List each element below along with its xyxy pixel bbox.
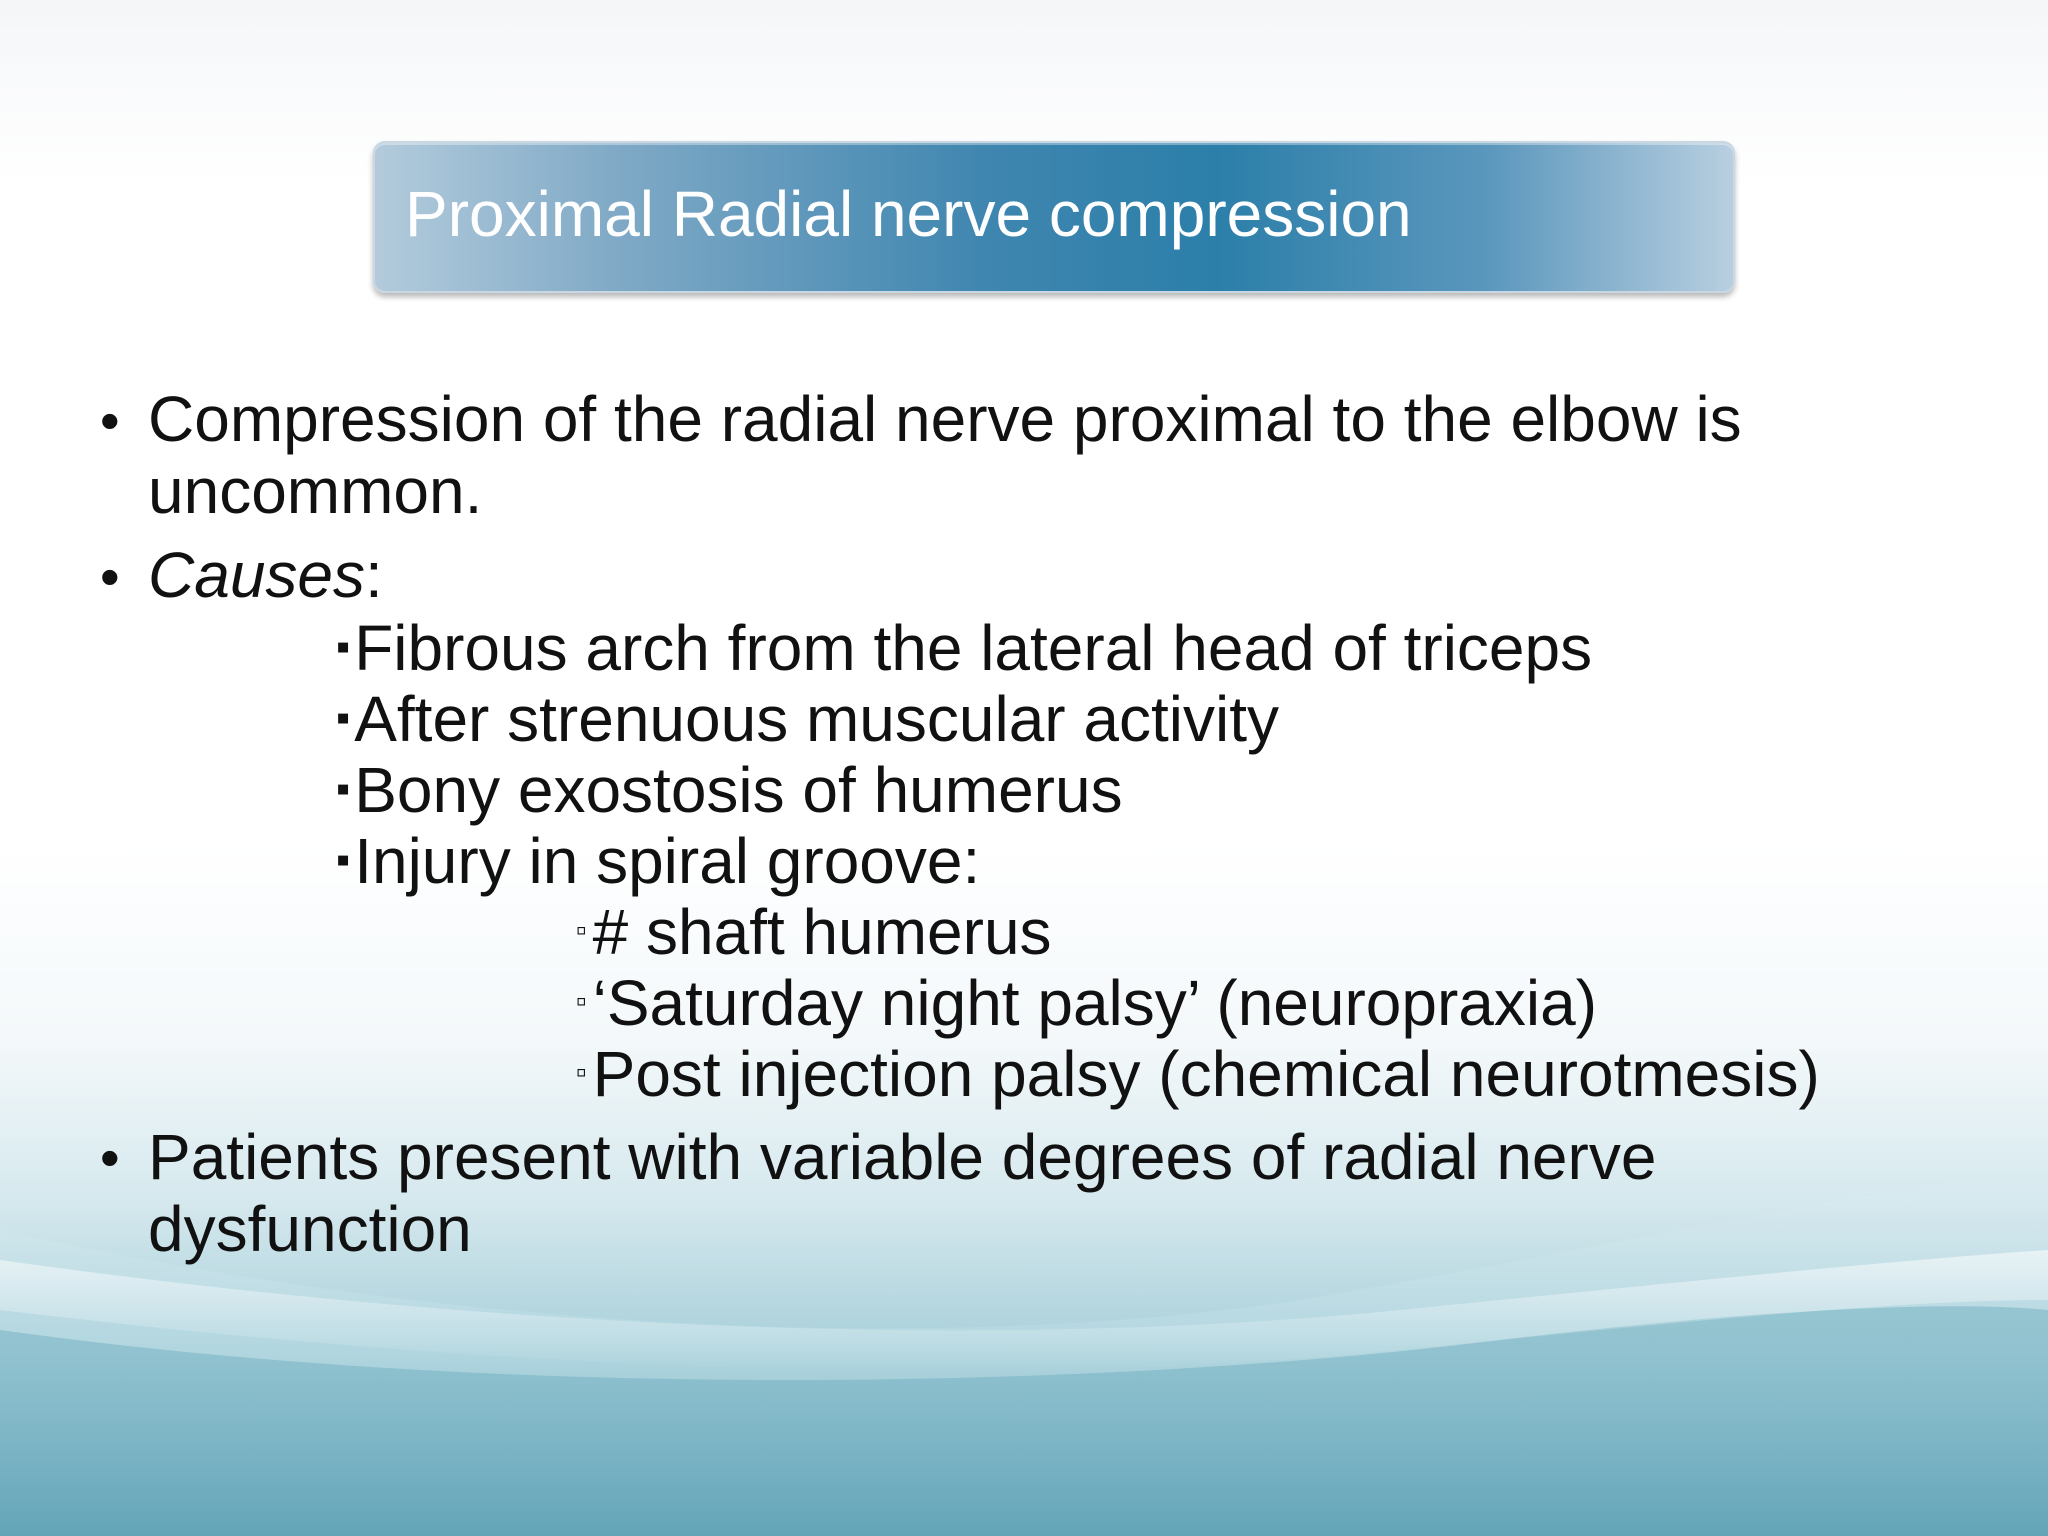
bullet-dot: • <box>100 1126 120 1189</box>
subsub-bullet-icon: ▫ <box>576 1056 587 1089</box>
sub-bullet-icon: ▪ <box>336 625 351 669</box>
sub-bullet-icon: ▪ <box>336 838 351 882</box>
sub-item-3 <box>336 754 1123 825</box>
sub-item-text: After strenuous muscular activity <box>354 683 1279 755</box>
slide-title: Proximal Radial nerve compression <box>405 178 1412 250</box>
sub-item-1 <box>336 612 1592 683</box>
sub-bullet-icon: ▪ <box>336 696 351 740</box>
sub-item-text: Bony exostosis of humerus <box>354 754 1123 826</box>
causes-label: Causes <box>148 539 365 611</box>
sub-item-text: Injury in spiral groove: <box>354 825 981 897</box>
bullet-3-line-1: Patients present with variable degrees of radial nerve <box>148 1121 1657 1193</box>
subsub-item-2 <box>576 967 1597 1038</box>
subsub-item-text: ‘Saturday night palsy’ (neuropraxia) <box>592 967 1598 1039</box>
subsub-bullet-icon: ▫ <box>576 985 587 1018</box>
bullet-dot: • <box>100 545 120 608</box>
bullet-1-line-2: uncommon. <box>148 455 483 527</box>
sub-item-2 <box>336 683 1279 754</box>
subsub-item-text: # shaft humerus <box>592 896 1052 968</box>
subsub-item-1 <box>576 896 1052 967</box>
bullet-1-line-1: Compression of the radial nerve proximal to the elbow is <box>148 383 1742 455</box>
subsub-item-3 <box>576 1038 1820 1109</box>
causes-colon: : <box>365 539 383 611</box>
bullet-2-causes <box>148 540 383 610</box>
bullet-3-line-2: dysfunction <box>148 1193 472 1265</box>
subsub-bullet-icon: ▫ <box>576 914 587 947</box>
sub-item-4 <box>336 825 980 896</box>
bullet-dot: • <box>100 389 120 452</box>
sub-bullet-icon: ▪ <box>336 767 351 811</box>
sub-item-text: Fibrous arch from the lateral head of triceps <box>354 612 1593 684</box>
subsub-item-text: Post injection palsy (chemical neurotmesis) <box>592 1038 1820 1110</box>
